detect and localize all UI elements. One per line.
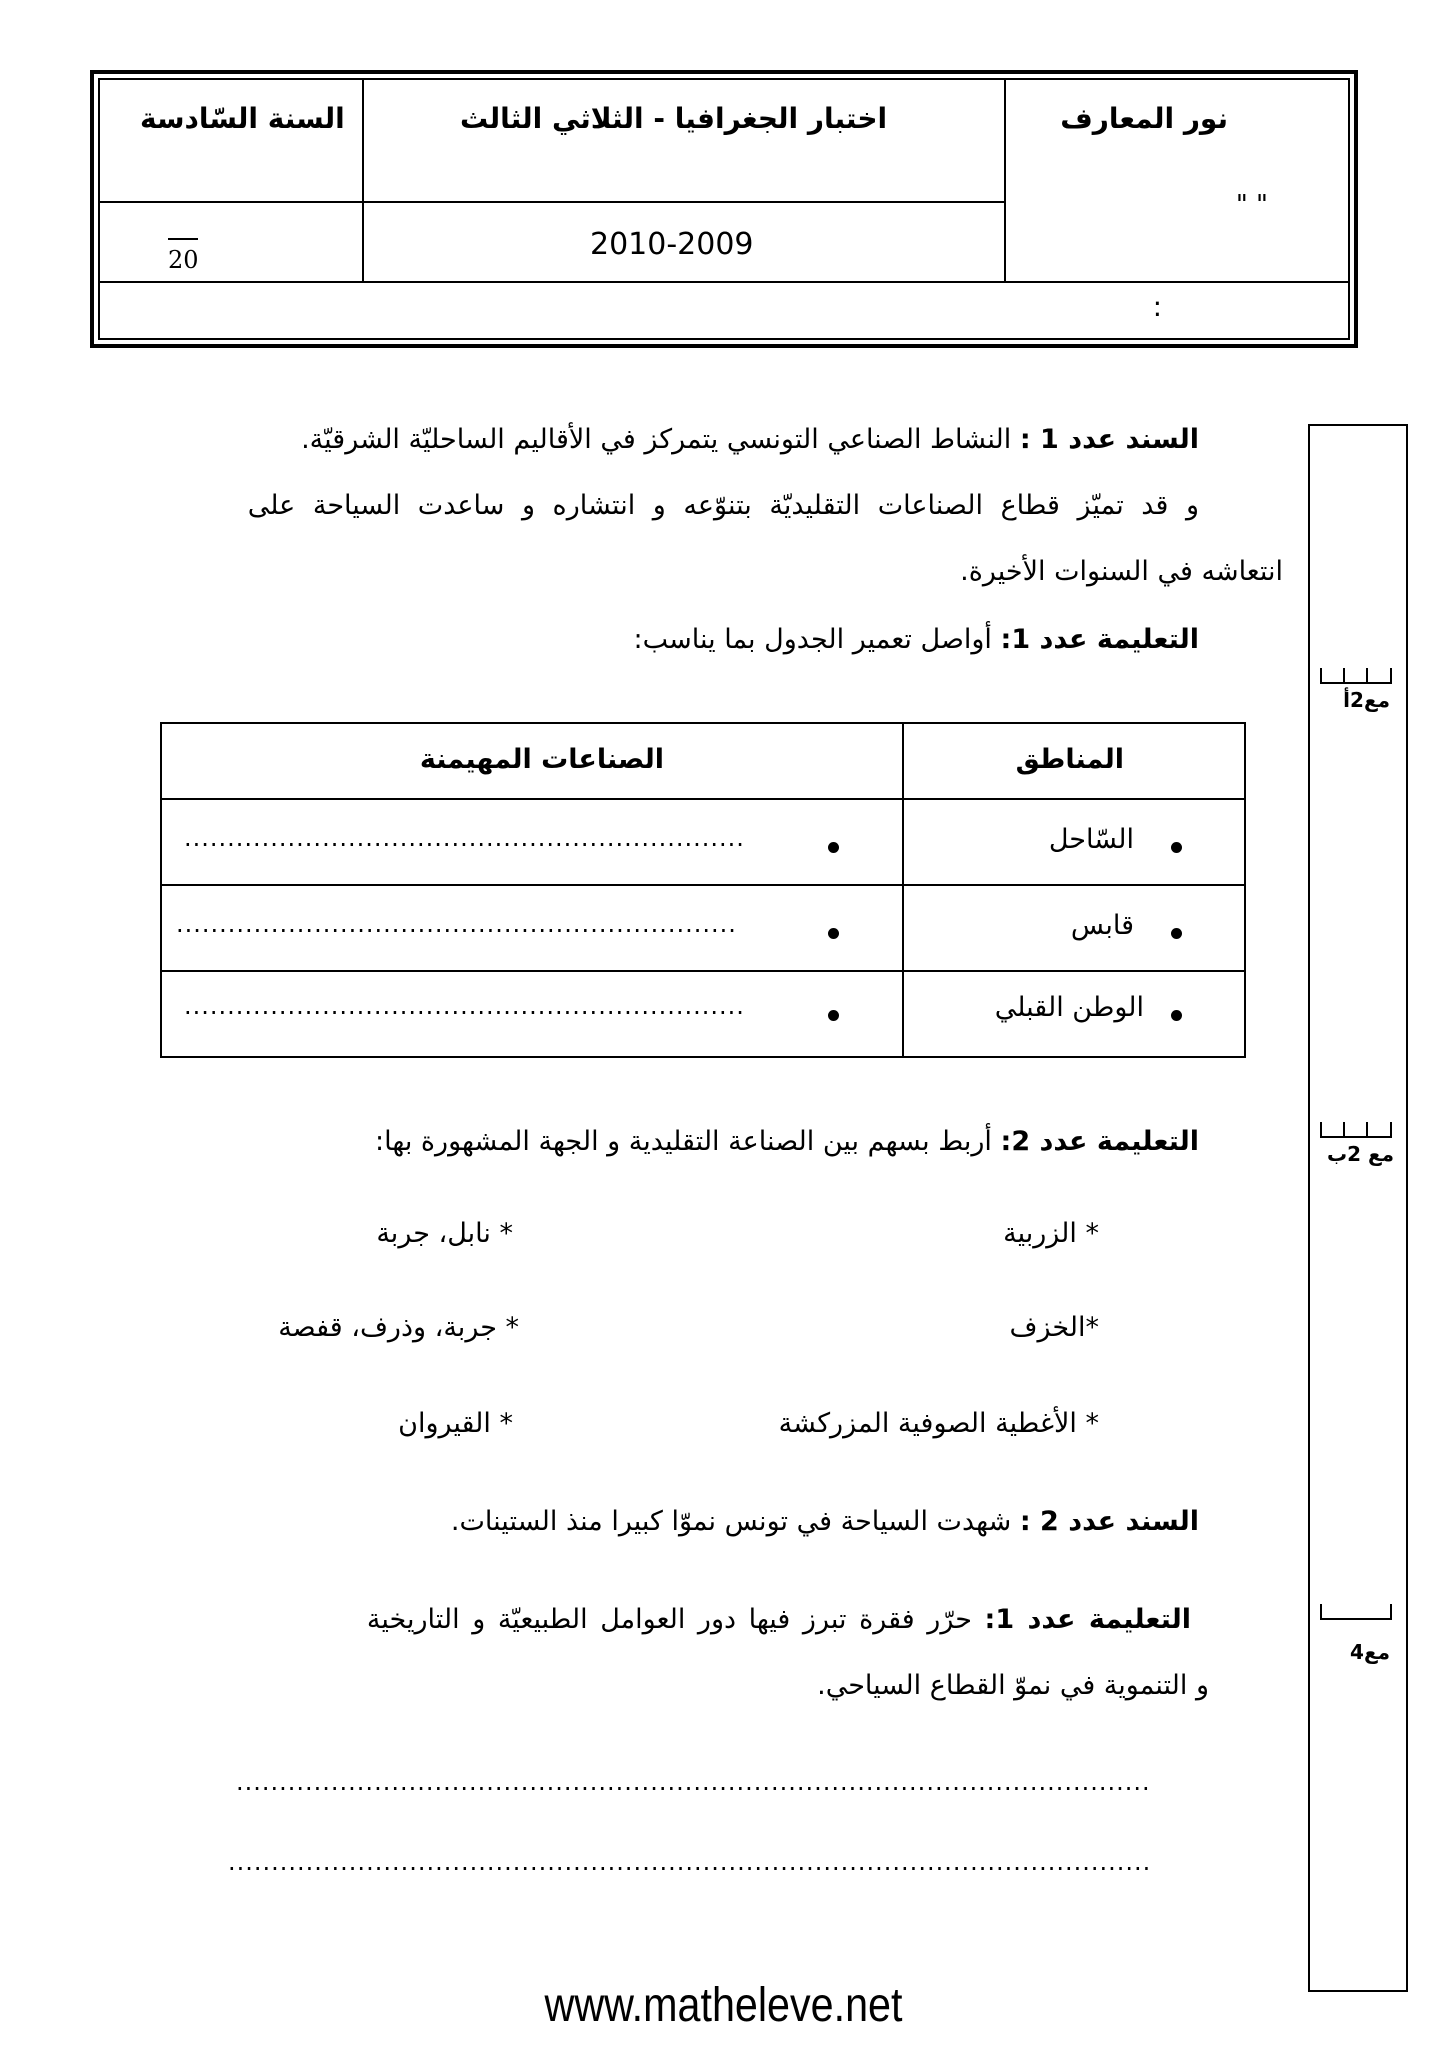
doc2-label: السند عدد 2 :: [1019, 1506, 1199, 1537]
answer-line[interactable]: ..........................................................................................................: [236, 1768, 1151, 1796]
task2-line: [375, 1126, 1199, 1157]
header-frame: [90, 70, 1358, 348]
doc1-text: النشاط الصناعي التونسي يتمركز في الأقاليم الساحليّة الشرقيّة.: [301, 424, 1012, 455]
task3-line1: [367, 1604, 1191, 1635]
header-divider: [1004, 80, 1006, 281]
footer-url[interactable]: www.matheleve.net: [544, 1979, 903, 2032]
task2-text: أربط بسهم بين الصناعة التقليدية و الجهة المشهورة بها:: [375, 1126, 992, 1157]
score-box[interactable]: [1320, 1604, 1392, 1620]
table-header-industries: الصناعات المهيمنة: [419, 744, 664, 775]
doc2-text: شهدت السياحة في تونس نموّا كبيرا منذ الستينات.: [450, 1506, 1012, 1537]
task2-label: التعليمة عدد 2:: [1000, 1126, 1199, 1157]
answer-field[interactable]: .................................................................: [184, 824, 745, 852]
match-right-item[interactable]: * جربة، وذرف، قفصة: [278, 1312, 519, 1343]
score-box[interactable]: [1320, 668, 1392, 684]
answer-field[interactable]: .................................................................: [184, 992, 745, 1020]
score-box-divider: [1366, 1122, 1368, 1136]
task1-text: أواصل تعمير الجدول بما يناسب:: [633, 624, 992, 655]
table-header-regions: المناطق: [1015, 744, 1124, 775]
task1-label: التعليمة عدد 1:: [1000, 624, 1199, 655]
school-year: 2010-2009: [590, 227, 754, 262]
task3-label: التعليمة عدد 1:: [984, 1604, 1191, 1635]
quote-marks: " ": [1235, 190, 1268, 220]
criterion-label: مع2أ: [1343, 688, 1390, 712]
table-row-region: السّاحل: [1048, 824, 1134, 855]
header-divider: [362, 80, 364, 281]
match-right-item[interactable]: * نابل، جربة: [376, 1218, 513, 1249]
answer-line[interactable]: ...........................................................................................................: [228, 1848, 1152, 1876]
bullet-icon: [828, 842, 839, 853]
table-column-divider: [902, 724, 904, 1056]
doc2-line: [451, 1506, 1199, 1537]
criterion-label: مع4: [1350, 1640, 1390, 1664]
bullet-icon: [1171, 1010, 1182, 1021]
score-box-divider: [1343, 668, 1345, 682]
task3-line2: و التنموية في نموّ القطاع السياحي.: [817, 1670, 1209, 1701]
doc1-line3: انتعاشه في السنوات الأخيرة.: [960, 556, 1283, 587]
match-left-item[interactable]: * الأغطية الصوفية المزركشة: [778, 1408, 1099, 1439]
doc1-label: السند عدد 1 :: [1019, 424, 1199, 455]
doc1-line2: و قد تميّز قطاع الصناعات التقليديّة بتنوّعه و انتشاره و ساعدت السياحة على: [247, 490, 1199, 521]
task1-line: [634, 624, 1199, 655]
table-row-divider: [162, 884, 1244, 886]
table-row-region: قابس: [1070, 910, 1134, 941]
grading-margin-column: [1308, 424, 1408, 1992]
name-field-colon[interactable]: :: [1152, 290, 1162, 323]
bullet-icon: [828, 1010, 839, 1021]
bullet-icon: [828, 928, 839, 939]
answer-field[interactable]: .................................................................: [176, 910, 737, 938]
score-box[interactable]: [1320, 1122, 1392, 1138]
year-level: السنة السّادسة: [140, 102, 345, 135]
score-box-divider: [1343, 1122, 1345, 1136]
header-divider: [100, 281, 1348, 283]
table-row-divider: [162, 970, 1244, 972]
bullet-icon: [1171, 928, 1182, 939]
header-divider: [100, 201, 1004, 203]
score-denominator: 20: [168, 246, 199, 274]
school-name: نور المعارف: [1060, 102, 1228, 135]
doc1-line1: [301, 424, 1199, 455]
table-row-divider: [162, 798, 1244, 800]
criterion-label: مع 2ب: [1326, 1142, 1394, 1166]
score-box-divider: [1366, 668, 1368, 682]
score-fraction-bar: [168, 238, 198, 240]
task3-text: حرّر فقرة تبرز فيها دور العوامل الطبيعيّة و التاريخية: [366, 1604, 972, 1635]
match-left-item[interactable]: * الزربية: [1003, 1218, 1099, 1249]
exam-title: اختبار الجغرافيا - الثلاثي الثالث: [460, 102, 888, 135]
match-right-item[interactable]: * القيروان: [398, 1408, 513, 1439]
header-inner-frame: [98, 78, 1350, 340]
bullet-icon: [1171, 842, 1182, 853]
industries-table: [160, 722, 1246, 1058]
table-row-region: الوطن القبلي: [994, 992, 1144, 1023]
match-left-item[interactable]: *الخزف: [1009, 1312, 1099, 1343]
